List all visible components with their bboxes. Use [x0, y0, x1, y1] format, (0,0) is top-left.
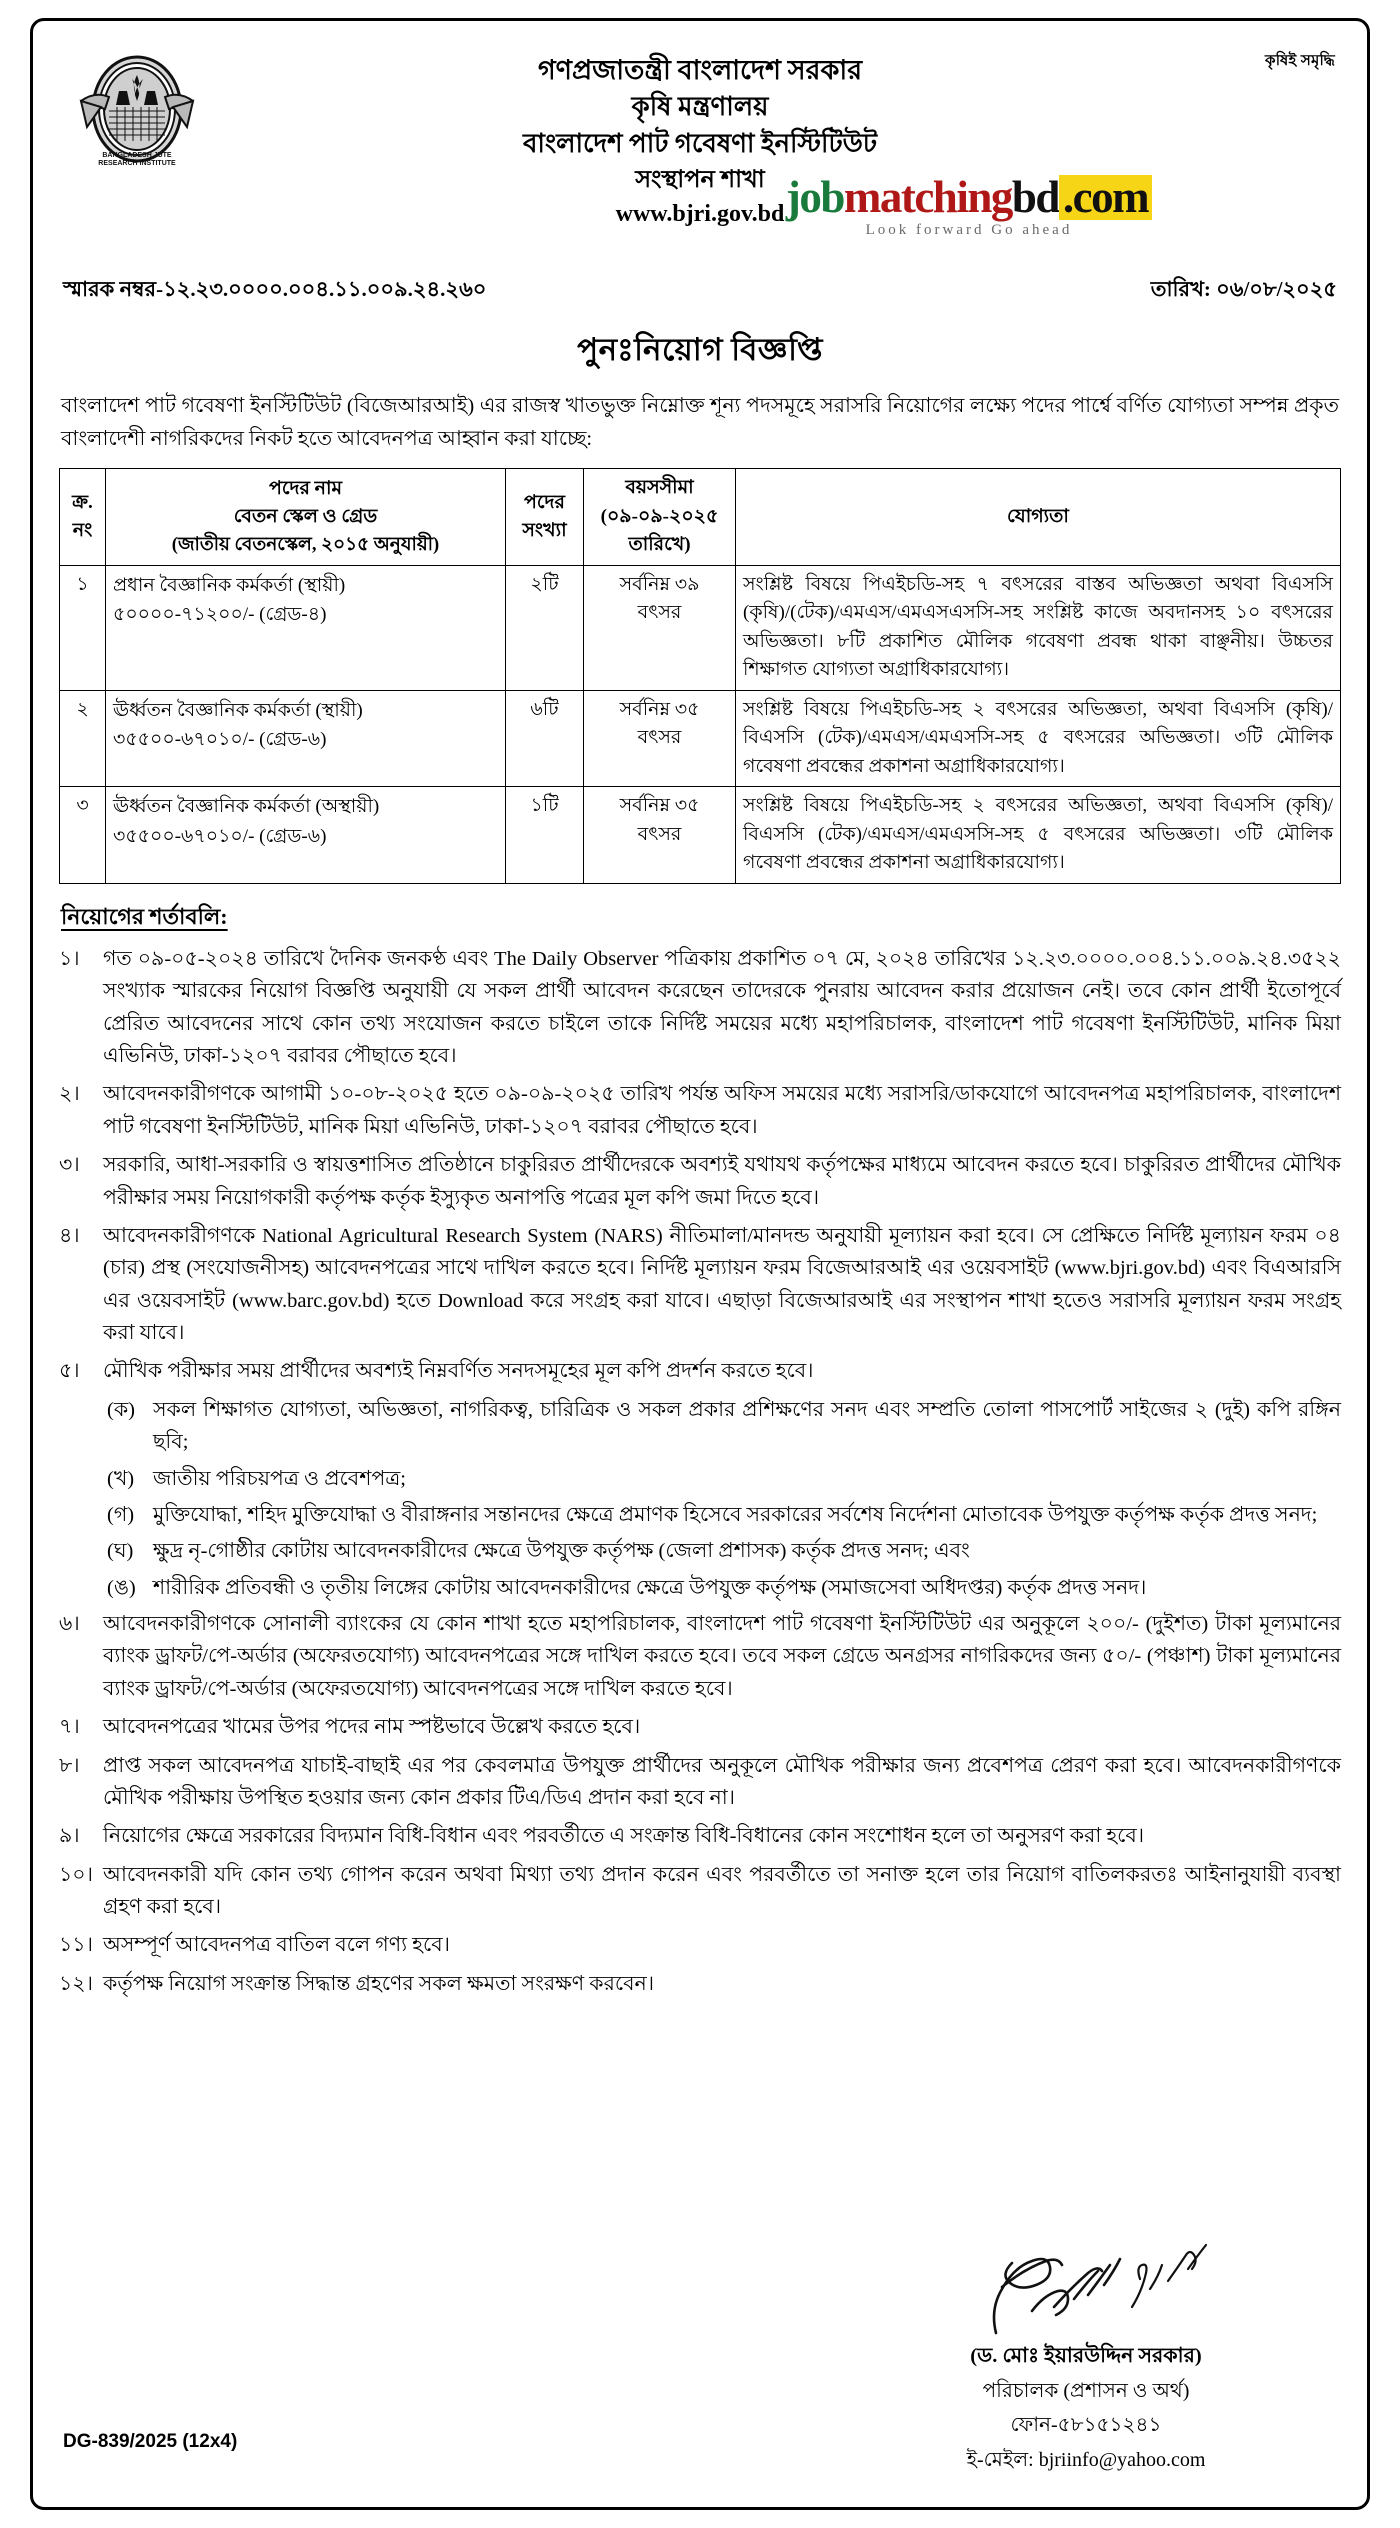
condition-item: ৮। প্রাপ্ত সকল আবেদনপত্র যাচাই-বাছাই এর পর কেবলমাত্র উপযুক্ত প্রার্থীদের অনুকূলে মৌখিক পরীক্ষার জন্য প্রবেশপত্র প্রেরণ করা হবে। আবেদনকারীগণকে মৌখিক পরীক্ষায় উপস্থিত হওয়ার জন্য কোন প্রকার টিএ/ডিএ প্রদান করা হবে না। — [59, 1754, 1341, 1809]
svg-text:RESEARCH INSTITUTE: RESEARCH INSTITUTE — [98, 160, 176, 167]
sub-condition-item: (খ) জাতীয় পরিচয়পত্র ও প্রবেশপত্র; — [107, 1467, 406, 1490]
post-name: প্রধান বৈজ্ঞানিক কর্মকর্তা (স্থায়ী) — [113, 574, 346, 596]
signatory-phone: ফোন-৫৮১৫১২৪১ — [1010, 2414, 1162, 2437]
pay-scale: ৩৫৫০০-৬৭০১০/- (গ্রেড-৬) — [113, 825, 327, 847]
pay-scale: ৫০০০০-৭১২০০/- (গ্রেড-৪) — [113, 604, 327, 626]
table-header-row — [60, 469, 1341, 566]
cell-post — [106, 565, 506, 690]
vacancy-table-body — [60, 565, 1341, 883]
branch-name: সংস্থাপন শাখা — [635, 167, 765, 194]
condition-item: ২। আবেদনকারীগণকে আগামী ১০-০৮-২০২৫ হতে ০৯-০৯-২০২৫ তারিখ পর্যন্ত অফিস সময়ের মধ্যে সরাসরি/ডাকযোগে আবেদনপত্র মহাপরিচালক, বাংলাদেশ পাট গবেষণা ইনস্টিটিউট, মানিক মিয়া এভিনিউ, ঢাকা-১২০৭ বরাবর পৌছাতে হবে। — [59, 1083, 1341, 1138]
institute-name: বাংলাদেশ পাট গবেষণা ইনস্টিটিউট — [522, 129, 878, 159]
govt-name: গণপ্রজাতন্ত্রী বাংলাদেশ সরকার — [537, 55, 863, 85]
sub-condition-item: (ঘ) ক্ষুদ্র নৃ-গোষ্ঠীর কোটায় আবেদনকারীদের ক্ষেত্রে উপযুক্ত কর্তৃপক্ষ (জেলা প্রশাসক) কর্তৃক প্রদত্ত সনদ; এবং — [107, 1540, 970, 1563]
document-header — [59, 35, 1341, 267]
bjri-crest-icon — [73, 49, 201, 177]
conditions-list — [59, 943, 1341, 1388]
watermark-matching: matching — [843, 172, 1012, 222]
table-row — [60, 565, 1341, 690]
agriculture-slogan: কৃষিই সমৃদ্ধি — [1265, 52, 1335, 69]
signatory-designation: পরিচালক (প্রশাসন ও অর্থ) — [982, 2379, 1190, 2402]
watermark-job: job — [785, 172, 844, 222]
cell-serial: ৩ — [60, 787, 106, 884]
watermark-tagline: Look forward Go ahead — [865, 222, 1073, 238]
conditions-list-continued — [59, 1608, 1341, 2000]
condition-item: ৭। আবেদনপত্রের খামের উপর পদের নাম স্পষ্টভাবে উল্লেখ করতে হবে। — [59, 1716, 641, 1739]
cell-qualification: সংশ্লিষ্ট বিষয়ে পিএইচডি-সহ ২ বৎসরের অভিজ্ঞতা, অথবা বিএসসি (কৃষি)/বিএসসি (টেক)/এমএস/এমএসসি-সহ ৫ বৎসরের অভিজ্ঞতা। ৩টি মৌলিক গবেষণা প্রবন্ধের প্রকাশনা অগ্রাধিকারযোগ্য। — [736, 690, 1341, 787]
sub-condition-item: (ঙ) শারীরিক প্রতিবন্ধী ও তৃতীয় লিঙ্গের কোটায় আবেদনকারীদের ক্ষেত্রে উপযুক্ত কর্তৃপক্ষ (সমাজসেবা অধিদপ্তর) কর্তৃক প্রদত্ত সনদ। — [107, 1576, 1147, 1599]
cell-serial: ১ — [60, 565, 106, 690]
cell-age: সর্বনিম্ন ৩৫ বৎসর — [584, 690, 736, 787]
condition-item: ৯। নিয়োগের ক্ষেত্রে সরকারের বিদ্যমান বিধি-বিধান এবং পরবর্তীতে এ সংক্রান্ত বিধি-বিধানের কোন সংশোধন হলে তা অনুসরণ করা হবে। — [59, 1825, 1145, 1848]
th-post-name: পদের নাম বেতন স্কেল ও গ্রেড (জাতীয় বেতনস্কেল, ২০১৫ অনুযায়ী) — [106, 469, 506, 566]
page-title: পুনঃনিয়োগ বিজ্ঞপ্তি — [577, 332, 823, 367]
institute-website[interactable]: www.bjri.gov.bd — [615, 201, 785, 228]
cell-age: সর্বনিম্ন ৩৫ বৎসর — [584, 787, 736, 884]
th-qualification: যোগ্যতা — [736, 469, 1341, 566]
condition-5-subitems — [59, 1394, 1341, 1604]
cell-serial: ২ — [60, 690, 106, 787]
ministry-name: কৃষি মন্ত্রণালয় — [631, 92, 769, 122]
cell-post — [106, 690, 506, 787]
condition-item: ১১। অসম্পূর্ণ আবেদনপত্র বাতিল বলে গণ্য হবে। — [59, 1934, 450, 1957]
condition-item: ৬। আবেদনকারীগণকে সোনালী ব্যাংকের যে কোন শাখা হতে মহাপরিচালক, বাংলাদেশ পাট গবেষণা ইনস্টিটিউট এর অনুকূলে ২০০/- (দুইশত) টাকা মূল্যমানের ব্যাংক ড্রাফট/পে-অর্ডার (অফেরতযোগ্য) আবেদনপত্রের সঙ্গে দাখিল করতে হবে। তবে সকল গ্রেডে অনগ্রসর নাগরিকদের জন্য ৫০/- (পঞ্চাশ) টাকা মূল্যমানের ব্যাংক ড্রাফট/পে-অর্ডার (অফেরতযোগ্য) আবেদনপত্রের সঙ্গে দাখিল করতে হবে। — [59, 1613, 1341, 1700]
vacancy-table — [59, 468, 1341, 884]
post-name: ঊর্ধ্বতন বৈজ্ঞানিক কর্মকর্তা (স্থায়ী) — [113, 699, 363, 721]
memo-line — [59, 273, 1341, 308]
condition-item: ৩। সরকারি, আধা-সরকারি ও স্বায়ত্তশাসিত প্রতিষ্ঠানে চাকুরিরত প্রার্থীদেরকে অবশ্যই যথাযথ কর্তৃপক্ষের মাধ্যমে আবেদন করতে হবে। চাকুরিরত প্রার্থীদের মৌখিক পরীক্ষার সময় নিয়োগকারী কর্তৃপক্ষ কর্তৃক ইস্যুকৃত অনাপত্তি পত্রের মূল কপি জমা দিতে হবে। — [59, 1154, 1341, 1209]
condition-item: ৫। মৌখিক পরীক্ষার সময় প্রার্থীদের অবশ্যই নিম্নবর্ণিত সনদসমূহের মূল কপি প্রদর্শন করতে হবে। — [59, 1360, 814, 1383]
condition-item: ১২। কর্তৃপক্ষ নিয়োগ সংক্রান্ত সিদ্ধান্ত গ্রহণের সকল ক্ষমতা সংরক্ষণ করবেন। — [59, 1972, 655, 1995]
document-footer — [59, 2181, 1341, 2481]
memo-number: স্মারক নম্বর-১২.২৩.০০০০.০০৪.১১.০০৯.২৪.২৬০ — [63, 277, 487, 301]
cell-vacancies: ২টি — [506, 565, 584, 690]
handwritten-signature — [936, 2215, 1236, 2345]
dg-code: DG-839/2025 (12x4) — [63, 2431, 238, 2452]
sub-condition-item: (ক) সকল শিক্ষাগত যোগ্যতা, অভিজ্ঞতা, নাগরিকত্ব, চারিত্রিক ও সকল প্রকার প্রশিক্ষণের সনদ এবং সম্প্রতি তোলা পাসপোর্ট সাইজের ২ (দুই) কপি রঙ্গিন ছবি; — [107, 1398, 1341, 1454]
email-label: ই-মেইল: — [966, 2448, 1034, 2471]
circular-page — [30, 18, 1370, 2510]
cell-qualification: সংশ্লিষ্ট বিষয়ে পিএইচডি-সহ ৭ বৎসরের বাস্তব অভিজ্ঞতা অথবা বিএসসি (কৃষি)/(টেক)/এমএস/এমএসএসসি-সহ সংশ্লিষ্ট কাজে অবদানসহ ১০ বৎসরের অভিজ্ঞতা। ৮টি প্রকাশিত মৌলিক গবেষণা প্রবন্ধ থাকা বাঞ্ছনীয়। উচ্চতর শিক্ষাগত যোগ্যতা অগ্রাধিকারযোগ্য। — [736, 565, 1341, 690]
th-serial: ক্র. নং — [60, 469, 106, 566]
signatory-name: (ড. মোঃ ইয়ারউদ্দিন সরকার) — [970, 2344, 1202, 2367]
table-row — [60, 787, 1341, 884]
pay-scale: ৩৫৫০০-৬৭০১০/- (গ্রেড-৬) — [113, 729, 327, 751]
th-vacancies: পদের সংখ্যা — [506, 469, 584, 566]
cell-vacancies: ১টি — [506, 787, 584, 884]
intro-paragraph: বাংলাদেশ পাট গবেষণা ইনস্টিটিউট (বিজেআরআই) এর রাজস্ব খাতভুক্ত নিম্নোক্ত শূন্য পদসমূহে সরাসরি নিয়োগের লক্ষ্যে পদের পার্শ্বে বর্ণিত যোগ্যতা সম্পন্ন প্রকৃত বাংলাদেশী নাগরিকদের নিকট হতে আবেদনপত্র আহ্বান করা যাচ্ছে: — [61, 395, 1339, 451]
conditions-heading: নিয়োগের শর্তাবলি: — [61, 903, 228, 929]
condition-item: ১। গত ০৯-০৫-২০২৪ তারিখে দৈনিক জনকণ্ঠ এবং The Daily Observer পত্রিকায় প্রকাশিত ০৭ মে, ২০২৪ তারিখের ১২.২৩.০০০০.০০৪.১১.০০৯.২৪.৩৫২২ সংখ্যাক স্মারকের নিয়োগ বিজ্ঞপ্তি অনুযায়ী যে সকল প্রার্থী আবেদন করেছেন তাদেরকে পুনরায় আবেদন করার প্রয়োজন নেই। তবে কোন প্রার্থী ইতোপূর্বে প্রেরিত আবেদনের সাথে কোন তথ্য সংযোজন করতে চাইলে তাকে নির্দিষ্ট সময়ের মধ্যে মহাপরিচালক, বাংলাদেশ পাট গবেষণা ইনস্টিটিউট, মানিক মিয়া এভিনিউ, ঢাকা-১২০৭ বরাবর পৌছাতে হবে। — [59, 947, 1341, 1068]
header-titles — [59, 35, 1341, 231]
memo-date: তারিখ: ০৬/০৮/২০২৫ — [1150, 277, 1337, 301]
cell-qualification: সংশ্লিষ্ট বিষয়ে পিএইচডি-সহ ২ বৎসরের অভিজ্ঞতা, অথবা বিএসসি (কৃষি)/বিএসসি (টেক)/এমএস/এমএসসি-সহ ৫ বৎসরের অভিজ্ঞতা। ৩টি মৌলিক গবেষণা প্রবন্ধের প্রকাশনা অগ্রাধিকারযোগ্য। — [736, 787, 1341, 884]
watermark-bd: bd — [1011, 172, 1059, 222]
watermark-dotcom: .com — [1059, 175, 1152, 220]
condition-item: ৪। আবেদনকারীগণকে National Agricultural Research System (NARS) নীতিমালা/মানদন্ড অনুযায়ী মূল্যায়ন করা হবে। সে প্রেক্ষিতে নির্দিষ্ট মূল্যায়ন ফরম ০৪ (চার) প্রস্থ (সংযোজনীসহ) আবেদনপত্রের সাথে দাখিল করতে হবে। নির্দিষ্ট মূল্যায়ন ফরম বিজেআরআই এর ওয়েবসাইট (www.bjri.gov.bd) এবং বিএআরসি এর ওয়েবসাইট (www.barc.gov.bd) হতে Download করে সংগ্রহ করা যাবে। এছাড়া বিজেআরআই এর সংস্থাপন শাখা হতেও সরাসরি মূল্যায়ন ফরম সংগ্রহ করা যাবে। — [59, 1224, 1341, 1345]
cell-vacancies: ৬টি — [506, 690, 584, 787]
cell-age: সর্বনিম্ন ৩৯ বৎসর — [584, 565, 736, 690]
cell-post — [106, 787, 506, 884]
table-row — [60, 690, 1341, 787]
svg-text:BANGLADESH JUTE: BANGLADESH JUTE — [102, 152, 172, 159]
condition-item: ১০। আবেদনকারী যদি কোন তথ্য গোপন করেন অথবা মিথ্যা তথ্য প্রদান করেন এবং পরবর্তীতে তা সনাক্ত হলে তার নিয়োগ বাতিলকরতঃ আইনানুযায়ী ব্যবস্থা গ্রহণ করা হবে। — [59, 1863, 1341, 1919]
signatory-email-row — [871, 2443, 1301, 2477]
email-address[interactable]: bjriinfo@yahoo.com — [1038, 2448, 1206, 2471]
sub-condition-item: (গ) মুক্তিযোদ্ধা, শহিদ মুক্তিযোদ্ধা ও বীরাঙ্গনার সন্তানদের ক্ষেত্রে প্রমাণক হিসেবে সরকারের সর্বশেষ নির্দেশনা মোতাবেক উপযুক্ত কর্তৃপক্ষ কর্তৃক প্রদত্ত সনদ; — [107, 1503, 1318, 1526]
th-age-limit: বয়সসীমা (০৯-০৯-২০২৫ তারিখে) — [584, 469, 736, 566]
post-name: ঊর্ধ্বতন বৈজ্ঞানিক কর্মকর্তা (অস্থায়ী) — [113, 796, 380, 818]
signature-block — [871, 2215, 1301, 2477]
